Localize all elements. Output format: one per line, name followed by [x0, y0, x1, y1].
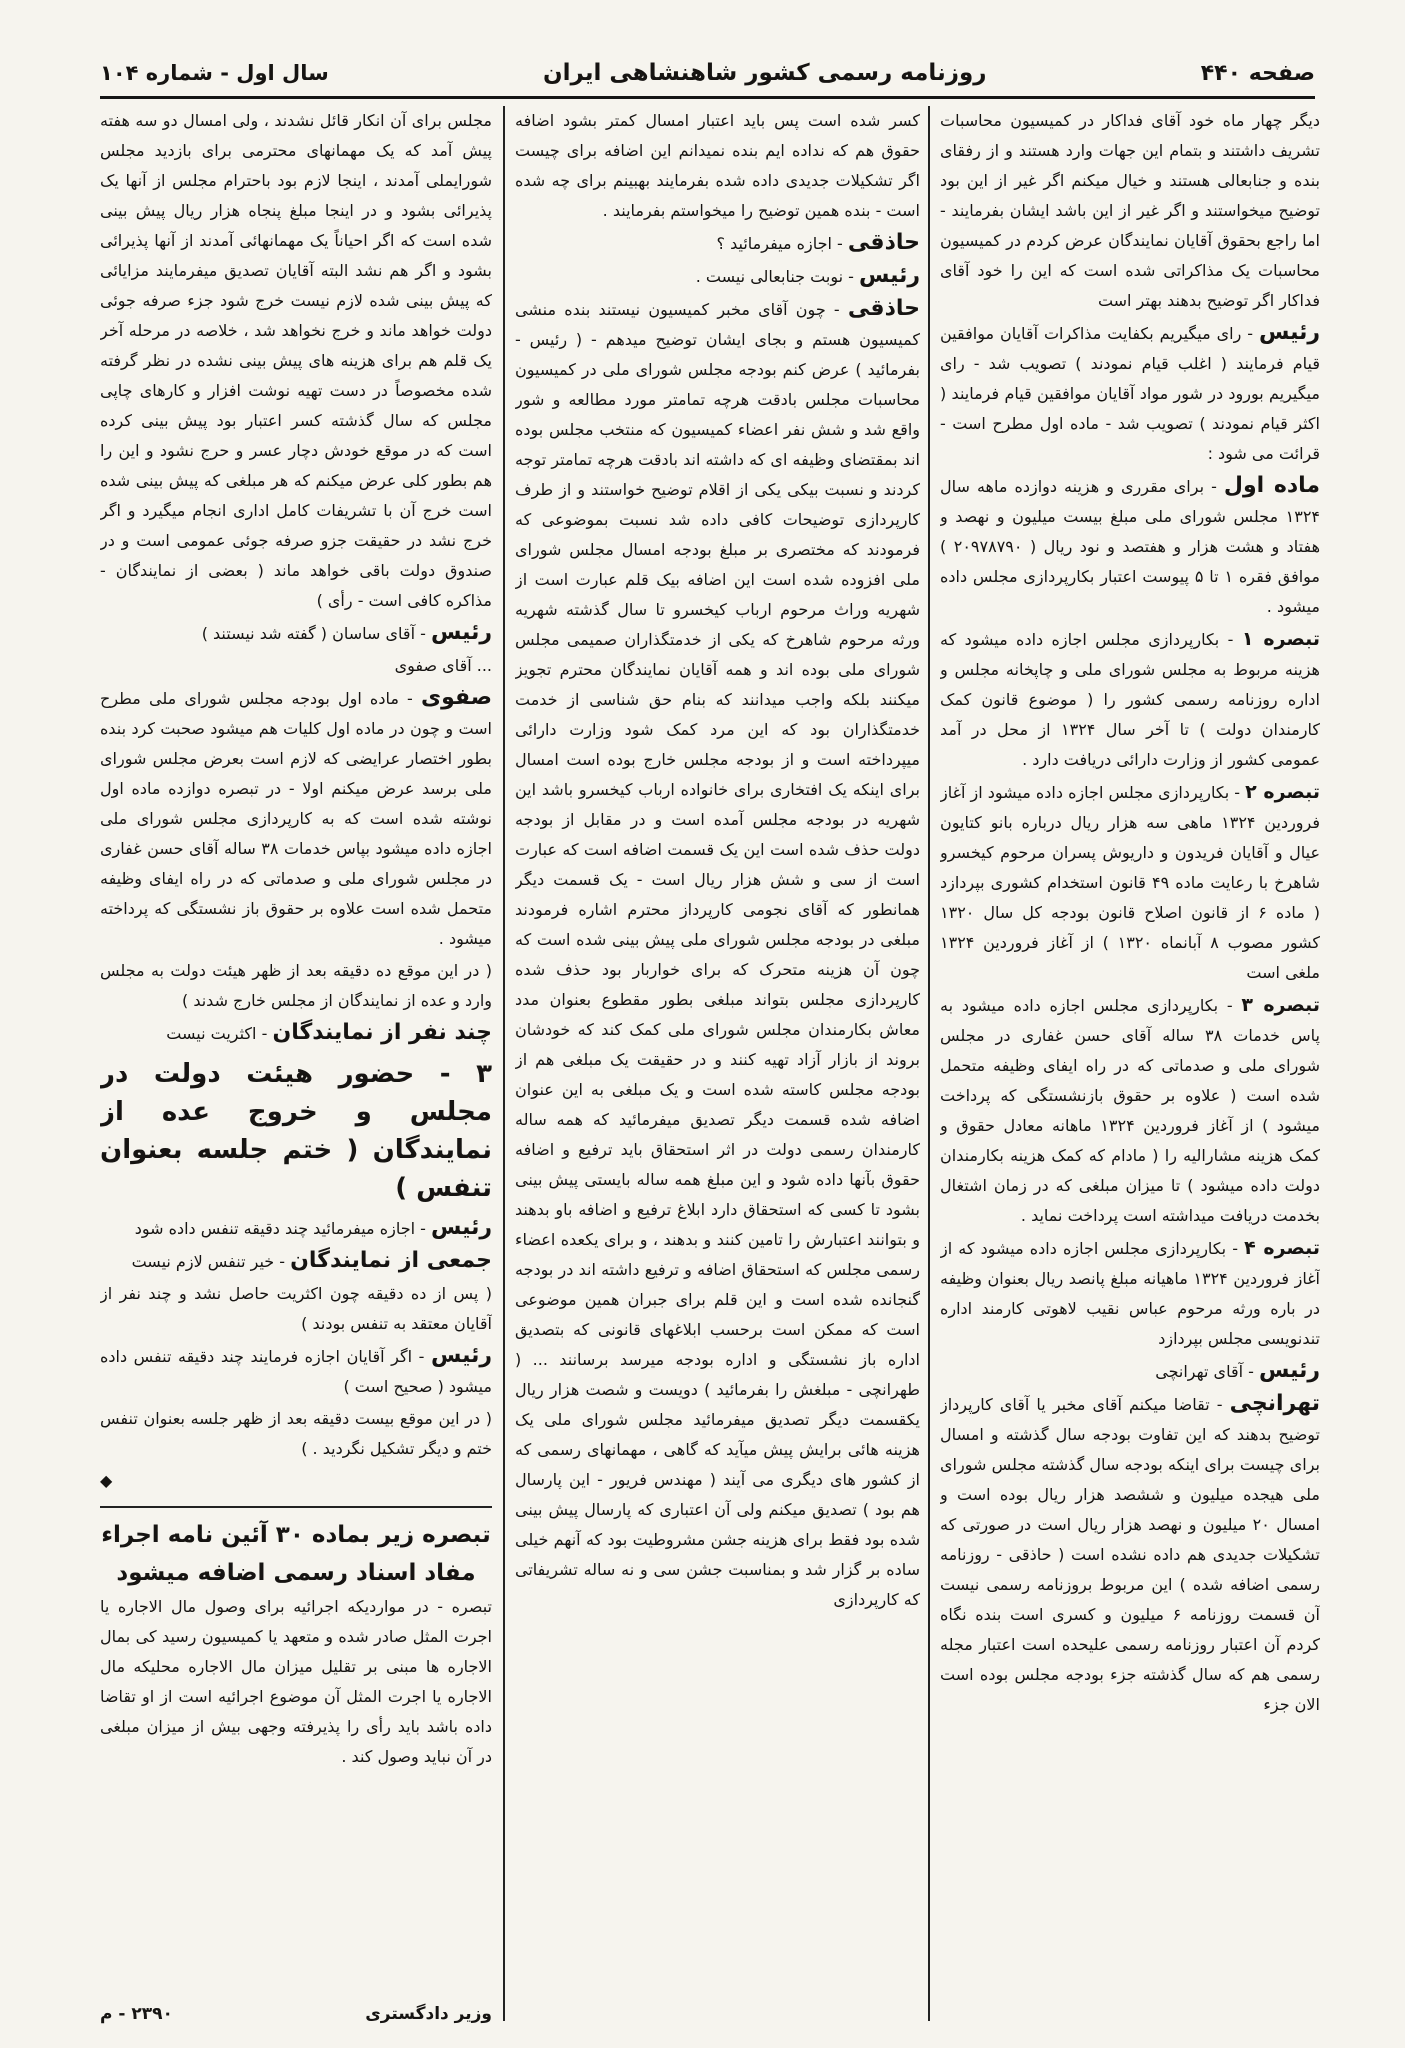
- paragraph: [100, 1018, 492, 1049]
- article-heading: ماده اول: [1223, 473, 1320, 498]
- paragraph: ... آقای صفوی: [394, 656, 492, 675]
- paragraph: [940, 318, 1320, 469]
- paragraph: کسر شده است پس باید اعتبار امسال کمتر بشود اضافه حقوق هم که نداده ایم بنده نمیدانم این اضافه برای چیست اگر تشکیلات جدیدی داده شده بفرمایند بهبینم برای چه شده است - بنده همین توضیح را میخواستم بفرمایند .: [515, 111, 920, 220]
- paragraph: [940, 777, 1320, 988]
- notice-body: تبصره - در مواردیکه اجرائیه برای وصول مال الاجاره یا اجرت المثل صادر شده و متعهد یا کمیسیون رسید کی بمال الاجاره ها مبنی بر تقلیل میزان مال الاجاره محلیکه مال الاجاره یا اجرت المثل آن موضوع اجرائیه است از او تقاضا داده باشد باید رأی را پذیرفته وجهی بیش از میزان مبلغی در آن نباید وصول کند .: [100, 1597, 492, 1766]
- notice-title: تبصره زیر بماده ۳۰ آئین نامه اجراء مفاد اسناد رسمی اضافه میشود: [100, 1506, 492, 1592]
- speech-text: - چون آقای مخبر کمیسیون نیستند بنده منشی کمیسیون هستم و بجای ایشان توضیح میدهم - ( رئیس - بفرمائید ) عرض کنم بودجه مجلس شورای ملی در کمیسیون محاسبات مجلس بادقت هرچه تمامتر مورد مطالعه و شور واقع شد و شش نفر اعضاء کمیسیون که منتخب مجلس بوده اند بمقتضای وظیفه ای که داشته اند بادقت هرچه تمامتر توجه کردند و نسبت بیکی یکی از اقلام توضیح خواستند و از طرف کارپردازی توضیحات کافی داده شد نسبت بموضوعی که فرمودند که مختصری بر مبلغ بودجه امسال مجلس شورای ملی افزوده شده است این اضافه بیک قلم عبارت است از شهریه وراث مرحوم ارباب کیخسرو تا سال گذشته شهریه ورثه مرحوم شاهرخ که یکی از خدمتگذاران صمیمی مجلس شورای ملی بوده اند و همه آقایان نمایندگان محترم تجویز میکنند بلکه واجب میدانند که بنام حق شناسی از خدمت خدمتگذاران بود که این مرد کمک شود وزارت دارائی میپرداخته است و از بودجه مجلس خارج بوده است امسال برای اینکه یک افتخاری برای خانواده ارباب کیخسرو باشد این شهریه در بودجه مجلس آمده است و در مقابل از بودجه دولت حذف شده است این یک قسمت اضافه است که عبارت است از سی و شش هزار ریال است - یک قسمت دیگر همانطور که آقای نجومی کارپرداز محترم اشاره فرمودند مبلغی در بودجه مجلس شورای ملی پیش بینی شده است که چون آن هزینه متحرک که برای خواربار بود حذف شده کارپردازی مجلس بتواند مبلغی بطور مقطوع بعنوان مدد معاش بکارمندان مجلس شورای ملی کمک کند که خودشان بروند از بازار آزاد تهیه کنند و در حقیقت یک مبلغی هم از بودجه مجلس کاسته شده است و یک مبلغی به این عنوان اضافه شده قسمت دیگر تصدیق میفرمائید که همه ساله کارمندان رسمی دولت در اثر استحقاق باید ترفیع و اضافه حقوق بآنها داده شود و این مبلغ همه ساله بایستی پیش بینی بشود تا کسی که استحقاق دارد ابلاغ ترفیع و اضافه باو بدهند و بتوانند اعتبارش را تامین کنند و بدهند ، و برای یکعده اعضاء رسمی مجلس که استحقاق اضافه و ترفیع داشته اند در بودجه گنجانده شده است و این قلم برای جبران همین موضوعی است که ممکن است برحسب ابلاغهای قانونی که بتصدیق اداره باز نشستگی و اداره بودجه میرسد برسانند ... ( طهرانچی - مبلغش را بفرمائید ) دویست و شصت هزار ریال یکقسمت دیگر تصدیق میفرمائید مجلس شورای ملی یک هزینه هائی برایش پیش میآید که گاهی ، مهمانهای رسمی که از کشور های دیگری می آیند ( مهندس فریور - این پارسال هم بود ) تصدیق میکنم ولی آن اعتباری که پارسال پیش بینی شده بود فقط برای هزینه جشن مشروطیت بود که آنهم خیلی ساده بر گزار شد و بمناسبت جشن سی و نه ساله تشریفاتی که کارپردازی: [515, 300, 920, 1609]
- notice-code: ۲۳۹۰ - م: [100, 2004, 173, 2024]
- paragraph: [515, 261, 920, 292]
- note-label: تبصره ۲: [1245, 781, 1320, 803]
- speech-text: - آقای ساسان ( گفته شد نیستند ): [201, 624, 426, 643]
- paragraph: ( در این موقع ده دقیقه بعد از ظهر هیئت دولت به مجلس وارد و عده از نمایندگان از مجلس خارج شدند ): [100, 961, 492, 1010]
- note-text: - بکارپردازی مجلس اجازه داده میشود که از آغاز فروردین ۱۳۲۴ ماهیانه مبلغ پانصد ریال بعنوان وظیفه در باره ورثه مرحوم عباس نقیب لاهوتی کارمند اداره تندنویسی مجلس بپردازد: [940, 1239, 1320, 1348]
- column-divider: [928, 106, 930, 2021]
- speaker-name: رئیس: [858, 263, 920, 288]
- paragraph: [515, 294, 920, 1615]
- paragraph: ( در این موقع بیست دقیقه بعد از ظهر جلسه بعنوان تنفس ختم و دیگر تشکیل نگردید . ): [100, 1409, 492, 1458]
- signature-title: وزیر دادگستری: [365, 2004, 492, 2024]
- paragraph: [940, 990, 1320, 1231]
- speech-text: - خیر تنفس لازم نیست: [131, 1252, 286, 1271]
- article-text: - برای مقرری و هزینه دوازده ماهه سال ۱۳۲۴ مجلس شورای ملی مبلغ بیست میلیون و نهصد و هفتاد و هشت هزار و هفتصد و نود ریال ( ۲۰۹۷۸۷۹۰ ) موافق فقره ۱ تا ۵ پیوست اعتبار بکارپردازی مجلس داده میشود .: [940, 477, 1320, 616]
- speaker-name: حاذقی: [847, 230, 920, 255]
- speaker-name: حاذقی: [847, 296, 920, 321]
- speaker-name: چند نفر از نمایندگان: [272, 1020, 492, 1045]
- speaker-name: رئیس: [430, 620, 492, 645]
- speech-text: - اجازه میفرمائید چند دقیقه تنفس داده شود: [134, 1219, 426, 1238]
- speech-text: - تقاضا میکنم آقای مخبر یا آقای کارپرداز توضیح بدهند که این تفاوت بودجه سال گذشته و امسال برای چیست برای اینکه بودجه سال گذشته مجلس شورای ملی هیجده میلیون و ششصد هزار ریال بوده است و امسال ۲۰ میلیون و نهصد هزار ریال است در صورتی که تشکیلات جدیدی هم داده نشده است ( حاذقی - روزنامه رسمی اضافه شده ) این مربوط بروزنامه رسمی نیست آن قسمت روزنامه ۶ میلیون و کسری است بنده نگاه کردم آن اعتبار روزنامه رسمی علیحده است اعتبار مجله رسمی هم که سال گذشته جزء بودجه مجلس بوده است الان جزء: [940, 1395, 1320, 1714]
- paragraph: [515, 228, 920, 259]
- paragraph: [940, 1356, 1320, 1387]
- note-label: تبصره ۱: [1241, 628, 1320, 650]
- paragraph: [940, 624, 1320, 775]
- paragraph: [940, 1389, 1320, 1720]
- speech-text: - اگر آقایان اجازه فرمایند چند دقیقه تنفس داده میشود ( صحیح است ): [100, 1347, 492, 1396]
- speaker-name: رئیس: [1258, 1358, 1320, 1383]
- speech-text: - ماده اول بودجه مجلس شورای ملی مطرح است و چون در ماده اول کلیات هم میشود صحبت کرد بنده بطور اختصار عرایضی که لازم است بعرض مجلس شورای ملی برسد عرض میکنم اولا - در تبصره دوازده ماده اول نوشته شده است که به کارپردازی مجلس شورای ملی اجازه داده میشود بپاس خدمات ۳۸ ساله آقای حسن غفاری در مجلس شورای ملی و صدماتی که در راه ایفای وظیفه متحمل شده است علاوه بر حقوق باز نشستگی که پرداخته میشود .: [100, 689, 492, 948]
- page-header: [100, 50, 1315, 99]
- speech-text: - نوبت جنابعالی نیست .: [695, 267, 854, 286]
- speaker-name: جمعی از نمایندگان: [290, 1248, 492, 1273]
- note-text: - بکارپردازی مجلس اجازه داده میشود که هزینه مربوط به مجلس شورای ملی و چاپخانه مجلس و اداره روزنامه رسمی کشور را ( موضوع قانون کمک کارمندان دولت ) تا آخر سال ۱۳۲۴ از محل در آمد عمومی کشور از وزارت دارائی دریافت دارد .: [940, 630, 1320, 769]
- paragraph: [940, 471, 1320, 622]
- issue-info: سال اول - شماره ۱۰۴: [100, 61, 329, 85]
- note-text: - بکارپردازی مجلس اجازه داده میشود از آغاز فروردین ۱۳۲۴ ماهی سه هزار ریال درباره بانو کتایون عیال و آقایان فریدون و داریوش پسران مرحوم کیخسرو شاهرخ با رعایت ماده ۴۹ قانون استخدام کشوری بپردازد ( ماده ۶ از قانون اصلاح قانون بودجه کل سال ۱۳۲۰ کشور مصوب ۸ آبانماه ۱۳۲۰ ) از آغاز فروردین ۱۳۲۴ ملغی است: [940, 783, 1320, 982]
- section-heading: ۳ - حضور هیئت دولت در مجلس و خروج عده از نمایندگان ( ختم جلسه بعنوان تنفس ): [100, 1059, 492, 1203]
- note-text: - بکارپردازی مجلس اجازه داده میشود به پاس خدمات ۳۸ ساله آقای حسن غفاری در مجلس شورای ملی و صدماتی که در راه ایفای وظیفه متحمل شده است ( علاوه بر حقوق بازنشستگی که پرداخت میشود ) از آغاز فروردین ۱۳۲۴ ماهانه معادل حقوق و کمک هزینه مشارالیه را ( مادام که کمک هزینه بکارمندان دولت داده میشود ) تا میزان مبلغی که در زمان اشتغال بخدمت دریافت میداشته است پرداخت نماید .: [940, 996, 1320, 1225]
- paragraph: [940, 1233, 1320, 1354]
- speaker-name: رئیس: [1258, 320, 1320, 345]
- speaker-name: رئیس: [431, 1343, 492, 1368]
- speech-text: - آقای تهرانچی: [1155, 1362, 1254, 1381]
- paragraph: [100, 1341, 492, 1402]
- column-middle: [515, 106, 920, 2026]
- paragraph: [100, 1246, 492, 1277]
- speaker-name: تهرانچی: [1229, 1391, 1320, 1416]
- column-right: [940, 106, 1320, 2026]
- paragraph: [100, 1213, 492, 1244]
- speech-text: - اکثریت نیست: [166, 1024, 268, 1043]
- speech-text: - رای میگیریم بکفایت مذاکرات آقایان موافقین قیام فرمایند ( اغلب قیام نمودند ) تصویب شد - رای میگیریم بورود در شور مواد آقایان موافقین قیام فرمایند ( اکثر قیام نمودند ) تصویب شد - ماده اول مطرح است - قرائت می شود :: [940, 324, 1320, 463]
- end-mark: ◆: [100, 1471, 113, 1490]
- paragraph: [100, 683, 492, 954]
- paragraph: مجلس برای آن انکار قائل نشدند ، ولی امسال دو سه هفته پیش آمد که یک مهمانهای محترمی برای بازدید مجلس شورایملی آمدند ، اینجا لازم بود باحترام مجلس از آنها یک پذیرائی بشود و در اینجا مبلغ پنجاه هزار ریال پیش بینی شده است که اگر احیاناً یک مهمانهائی آمدند از آنها پذیرائی بشود و اگر هم نشد البته آقایان تصدیق میفرمایند مزایائی که پیش بینی شده لازم نیست خرج شود جزء صرفه جوئی دولت خواهد ماند و خرج نخواهد شد ، خلاصه در مرحله آخر یک قلم هم برای هزینه های پیش بینی نشده در نظر گرفته شده مخصوصاً در دست تهیه نوشت افزار و کارهای چاپی مجلس که سال گذشته کسر اعتبار بود پیش بینی کرده است که در موقع خودش دچار عسر و حرج نشود و این را هم بطور کلی عرض میکنم که هر مبلغی که پیش بینی شده است خرج آن با تشریفات کامل اداری انجام میگیرد و اگر خرج نشد در حقیقت جزو صرفه جوئی عمومی است و در صندوق دولت باقی خواهد ماند ( بعضی از نمایندگان - مذاکره کافی است - رأی ): [100, 111, 492, 610]
- speech-text: - اجازه میفرمائید ؟: [716, 234, 843, 253]
- column-left: [100, 106, 492, 2026]
- note-label: تبصره ۳: [1241, 994, 1320, 1016]
- column-divider: [503, 106, 505, 2021]
- paragraph: دیگر چهار ماه خود آقای فداکار در کمیسیون محاسبات تشریف داشتند و بتمام این جهات وارد هستند و از رفقای بنده و جنابعالی هستند و خیال میکنم اگر غیر از این بود توضیح میخواستند و اگر غیر از این باشد ایشان بفرمایند - اما راجع بحقوق آقایان نمایندگان عرض کردم در کمیسیون محاسبات یک مذاکراتی شده است که این را خود آقای فداکار اگر توضیح بدهند بهتر است: [940, 111, 1320, 310]
- note-label: تبصره ۴: [1244, 1237, 1320, 1259]
- paragraph: [100, 618, 492, 649]
- notice-footer: [100, 2004, 492, 2032]
- masthead-title: روزنامه رسمی کشور شاهنشاهی ایران: [543, 60, 987, 86]
- speaker-name: صفوی: [420, 685, 492, 710]
- speaker-name: رئیس: [430, 1215, 492, 1240]
- paragraph: ( پس از ده دقیقه چون اکثریت حاصل نشد و چند نفر از آقایان معتقد به تنفس بودند ): [100, 1284, 492, 1333]
- page-number: صفحه ۴۴۰: [1200, 60, 1315, 86]
